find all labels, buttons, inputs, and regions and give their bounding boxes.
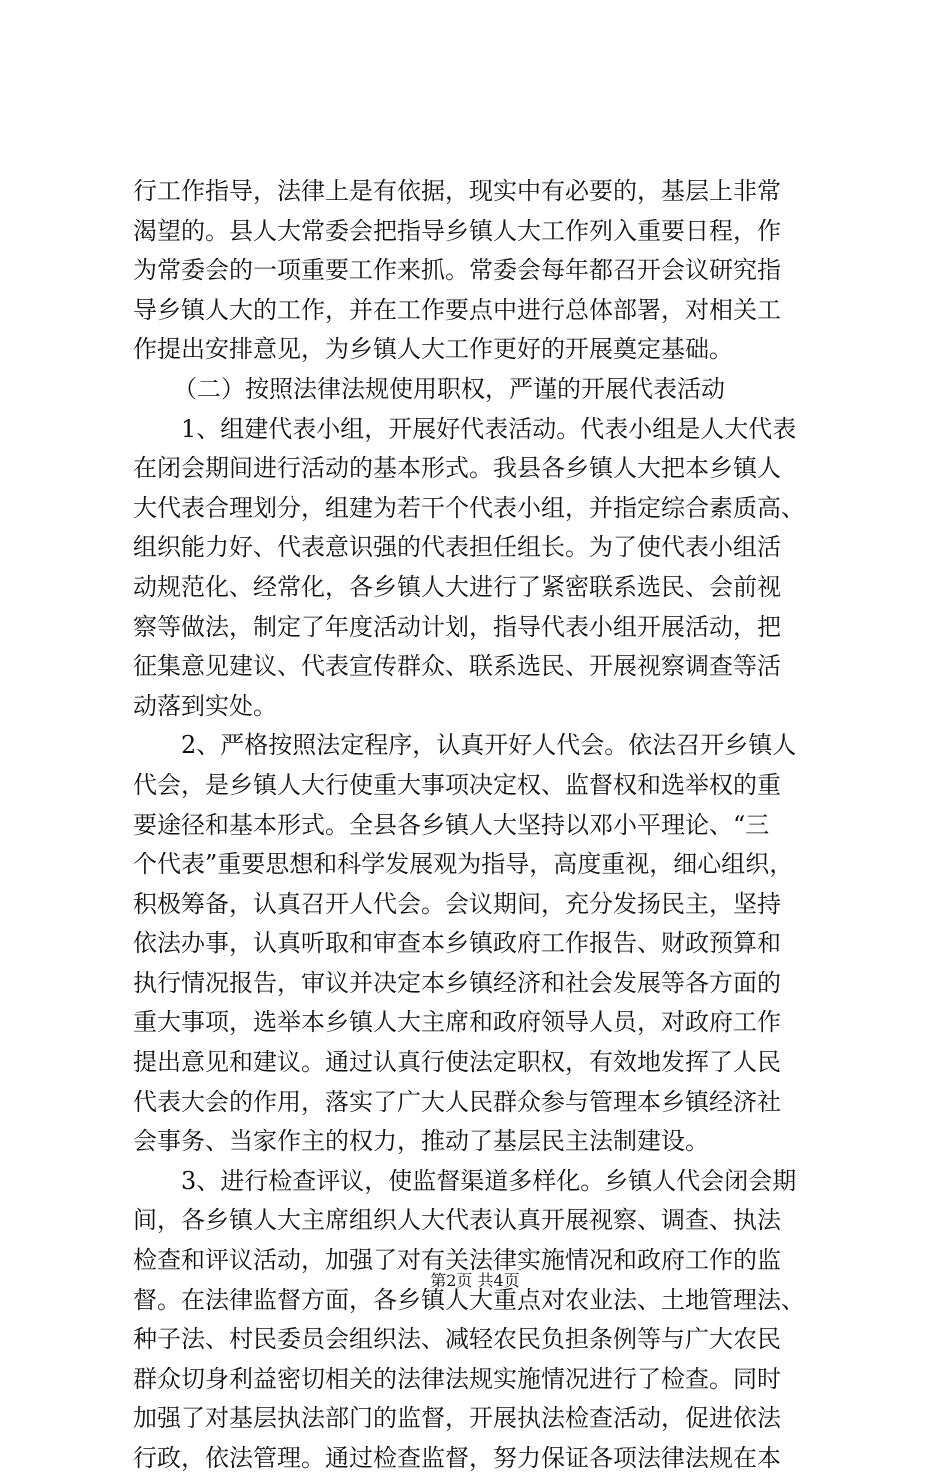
page-number-footer: 第2页 共4页 — [430, 1271, 520, 1290]
text-line: 作提出安排意见，为乡镇人大工作更好的开展奠定基础。 — [133, 335, 733, 364]
text-line: 1、组建代表小组，开展好代表活动。代表小组是人大代表 — [181, 414, 797, 443]
text-line: 个代表”重要思想和科学发展观为指导，高度重视，细心组织， — [133, 850, 794, 879]
text-line: 导乡镇人大的工作，并在工作要点中进行总体部署，对相关工 — [133, 295, 781, 324]
text-line: 积极筹备，认真召开人代会。会议期间，充分发扬民主，坚持 — [133, 889, 781, 918]
section-heading: （二）按照法律法规使用职权，严谨的开展代表活动 — [173, 374, 725, 403]
text-line: 在闭会期间进行活动的基本形式。我县各乡镇人大把本乡镇人 — [133, 454, 781, 483]
text-line: 动落到实处。 — [133, 691, 277, 720]
text-line: 提出意见和建议。通过认真行使法定职权，有效地发挥了人民 — [133, 1048, 781, 1077]
text-line: 加强了对基层执法部门的监督，开展执法检查活动，促进依法 — [133, 1404, 781, 1433]
text-line: 群众切身利益密切相关的法律法规实施情况进行了检查。同时 — [133, 1364, 781, 1393]
text-line: 督。在法律监督方面，各乡镇人大重点对农业法、土地管理法、 — [133, 1285, 805, 1314]
text-line: 代表大会的作用，落实了广大人民群众参与管理本乡镇经济社 — [133, 1087, 781, 1116]
text-line: 组织能力好、代表意识强的代表担任组长。为了使代表小组活 — [133, 533, 781, 562]
text-line: 代会，是乡镇人大行使重大事项决定权、监督权和选举权的重 — [133, 770, 781, 799]
text-line: 3、进行检查评议，使监督渠道多样化。乡镇人代会闭会期 — [181, 1166, 797, 1195]
text-line: 要途径和基本形式。全县各乡镇人大坚持以邓小平理论、“三 — [133, 810, 770, 839]
text-line: 会事务、当家作主的权力，推动了基层民主法制建设。 — [133, 1127, 709, 1156]
text-line: 重大事项，选举本乡镇人大主席和政府领导人员，对政府工作 — [133, 1008, 781, 1037]
text-line: 行工作指导，法律上是有依据，现实中有必要的，基层上非常 — [133, 177, 781, 205]
text-line: 征集意见建议、代表宣传群众、联系选民、开展视察调查等活 — [133, 652, 781, 681]
text-line: 行政，依法管理。通过检查监督，努力保证各项法律法规在本 — [133, 1444, 781, 1472]
text-line: 大代表合理划分，组建为若干个代表小组，并指定综合素质高、 — [133, 493, 805, 522]
text-line: 间，各乡镇人大主席组织人大代表认真开展视察、调查、执法 — [133, 1206, 781, 1235]
text-line: 渴望的。县人大常委会把指导乡镇人大工作列入重要日程，作 — [133, 216, 781, 245]
text-line: 察等做法，制定了年度活动计划，指导代表小组开展活动，把 — [133, 612, 781, 641]
text-line: 依法办事，认真听取和审查本乡镇政府工作报告、财政预算和 — [133, 929, 781, 958]
text-line: 种子法、村民委员会组织法、减轻农民负担条例等与广大农民 — [133, 1325, 781, 1354]
text-line: 执行情况报告，审议并决定本乡镇经济和社会发展等各方面的 — [133, 968, 781, 997]
text-line: 动规范化、经常化，各乡镇人大进行了紧密联系选民、会前视 — [133, 572, 781, 601]
text-line: 为常委会的一项重要工作来抓。常委会每年都召开会议研究指 — [133, 256, 781, 285]
text-line: 检查和评议活动，加强了对有关法律实施情况和政府工作的监 — [133, 1246, 781, 1275]
text-line: 2、严格按照法定程序，认真开好人代会。依法召开乡镇人 — [181, 731, 797, 760]
